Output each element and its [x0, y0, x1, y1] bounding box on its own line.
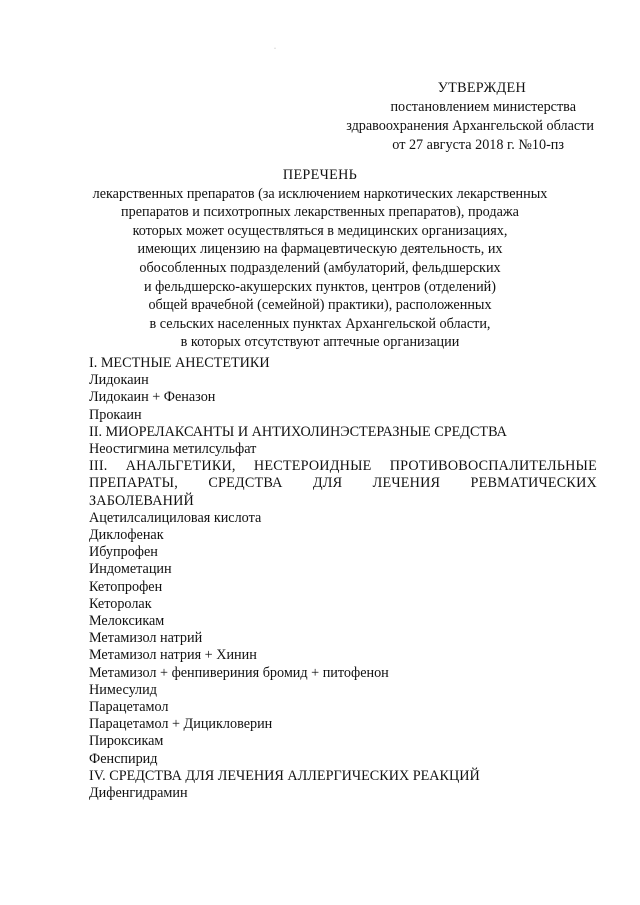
list-item: Лидокаин	[89, 372, 149, 389]
list-item: Лидокаин + Феназон	[89, 389, 216, 406]
approval-line-4: от 27 августа 2018 г. №10-пз	[392, 137, 564, 153]
heading-line: лекарственных препаратов (за исключением наркотических лекарственных	[92, 185, 548, 202]
section-title-allergy-agents: IV. СРЕДСТВА ДЛЯ ЛЕЧЕНИЯ АЛЛЕРГИЧЕСКИХ РЕАКЦИЙ	[89, 767, 480, 784]
list-item: Метамизол натрия + Хинин	[89, 647, 257, 664]
approval-block	[294, 79, 594, 155]
list-item: Кеторолак	[89, 595, 152, 612]
list-item: Парацетамол	[89, 699, 169, 716]
list-item: Неостигмина метилсульфат	[89, 441, 257, 458]
heading-title: ПЕРЕЧЕНЬ	[282, 167, 358, 183]
heading-line: обособленных подразделений (амбулаторий, фельдшерских	[139, 259, 501, 276]
list-item: Метамизол + фенпивериния бромид + питофенон	[89, 664, 389, 681]
list-item: Метамизол натрий	[89, 630, 203, 647]
list-item: Ибупрофен	[89, 544, 158, 561]
heading-line: которых может осуществляться в медицинских организациях,	[132, 222, 508, 239]
approval-line-3: здравоохранения Архангельской области	[346, 118, 594, 134]
list-item: Индометацин	[89, 561, 172, 578]
heading-line: общей врачебной (семейной) практики), расположенных	[148, 297, 492, 314]
list-item: Нимесулид	[89, 681, 157, 698]
list-item: Мелоксикам	[89, 613, 165, 630]
list-item: Дифенгидрамин	[89, 785, 188, 802]
section-title-muscle-relaxants: II. МИОРЕЛАКСАНТЫ И АНТИХОЛИНЭСТЕРАЗНЫЕ СРЕДСТВА	[89, 423, 507, 440]
document-heading	[60, 166, 580, 352]
drug-list	[89, 355, 597, 802]
list-item: Кетопрофен	[89, 578, 163, 595]
list-item: Парацетамол + Дицикловерин	[89, 716, 273, 733]
section-title-analgesics: III. АНАЛЬГЕТИКИ, НЕСТЕРОИДНЫЕ ПРОТИВОВОСПАЛИТЕЛЬНЫЕ ПРЕПАРАТЫ, СРЕДСТВА ДЛЯ ЛЕЧЕНИЯ РЕВМАТИЧЕСКИХ ЗАБОЛЕВАНИЙ	[89, 458, 597, 509]
heading-line: имеющих лицензию на фармацевтическую деятельность, их	[137, 241, 503, 258]
header-mark: ·	[274, 46, 276, 52]
heading-line: и фельдшерско-акушерских пунктов, центров (отделений)	[143, 278, 497, 295]
approval-title: УТВЕРЖДЕН	[437, 80, 526, 96]
heading-line: в которых отсутствуют аптечные организации	[180, 334, 460, 351]
list-item: Пироксикам	[89, 733, 164, 750]
list-item: Ацетилсалициловая кислота	[89, 509, 262, 526]
list-item: Фенспирид	[89, 750, 158, 767]
list-item: Диклофенак	[89, 527, 164, 544]
section-title-local-anesthetics: I. МЕСТНЫЕ АНЕСТЕТИКИ	[89, 355, 270, 371]
approval-line-2: постановлением министерства	[390, 99, 576, 115]
heading-line: в сельских населенных пунктах Архангельской области,	[149, 315, 491, 332]
list-item: Прокаин	[89, 406, 142, 423]
heading-line: препаратов и психотропных лекарственных препаратов), продажа	[121, 204, 519, 221]
